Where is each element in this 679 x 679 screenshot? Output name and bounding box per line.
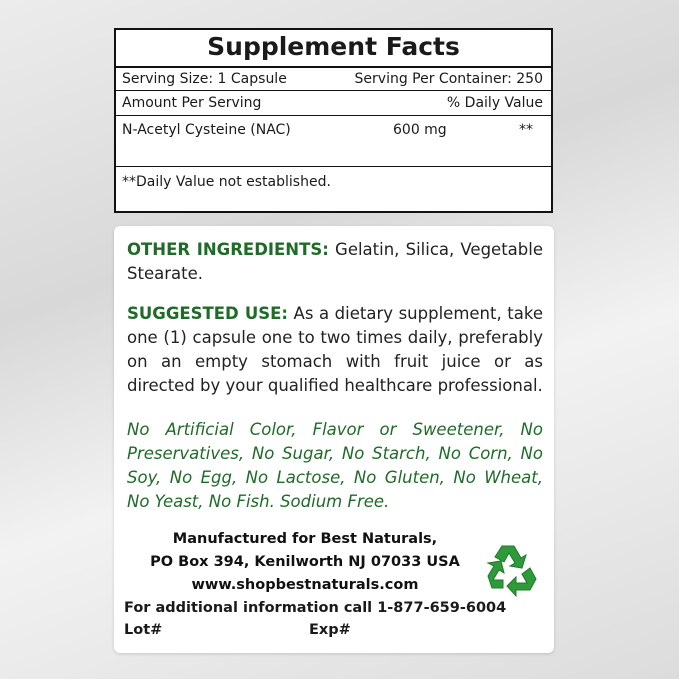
other-ingredients-label: OTHER INGREDIENTS: xyxy=(127,240,329,259)
free-from-statement: No Artificial Color, Flavor or Sweetener, No Preservatives, No Sugar, No Starch, No Corn, No Soy, No Egg, No Lactose, No Gluten, No Wheat, No Yeast, No Fish. Sodium Free. xyxy=(127,420,543,511)
exp-label: Exp# xyxy=(309,622,351,638)
serving-size: Serving Size: 1 Capsule xyxy=(122,71,287,87)
other-ingredients xyxy=(127,238,543,286)
footnote-row xyxy=(116,167,551,197)
ingredient-amount: 600 mg xyxy=(393,122,447,138)
manufacturer-website: www.shopbestnaturals.com xyxy=(191,577,419,593)
recycle-icon xyxy=(480,540,544,602)
suggested-use-label: SUGGESTED USE: xyxy=(127,304,288,323)
daily-value-footnote: **Daily Value not established. xyxy=(122,174,331,190)
other-ingredients-text: Gelatin, Silica, Vegetable Stearate. xyxy=(127,240,543,283)
lot-label: Lot# xyxy=(124,622,163,638)
manufacturer-address: PO Box 394, Kenilworth NJ 07033 USA xyxy=(150,554,460,570)
suggested-use xyxy=(127,302,543,398)
contact-phone-line: For additional information call 1-877-659-6004 xyxy=(124,600,507,616)
amount-header-row xyxy=(116,91,551,116)
manufacturer-line-1: Manufactured for Best Naturals, xyxy=(172,531,438,547)
amount-per-serving-header: Amount Per Serving xyxy=(122,95,262,111)
daily-value-header: % Daily Value xyxy=(446,95,543,111)
suggested-use-text: As a dietary supplement, take one (1) capsule one to two times daily, preferably on an empty stomach with fruit juice or as directed by your qualified healthcare professional. xyxy=(127,304,543,395)
supplement-facts-panel xyxy=(114,28,553,213)
ingredient-row xyxy=(116,116,551,167)
ingredient-name: N-Acetyl Cysteine (NAC) xyxy=(122,122,291,138)
supplement-facts-title: Supplement Facts xyxy=(116,30,551,68)
serving-row xyxy=(116,68,551,91)
ingredient-daily-value: ** xyxy=(519,122,533,138)
label-info-card xyxy=(114,226,554,653)
servings-per-container: Serving Per Container: 250 xyxy=(354,71,543,87)
